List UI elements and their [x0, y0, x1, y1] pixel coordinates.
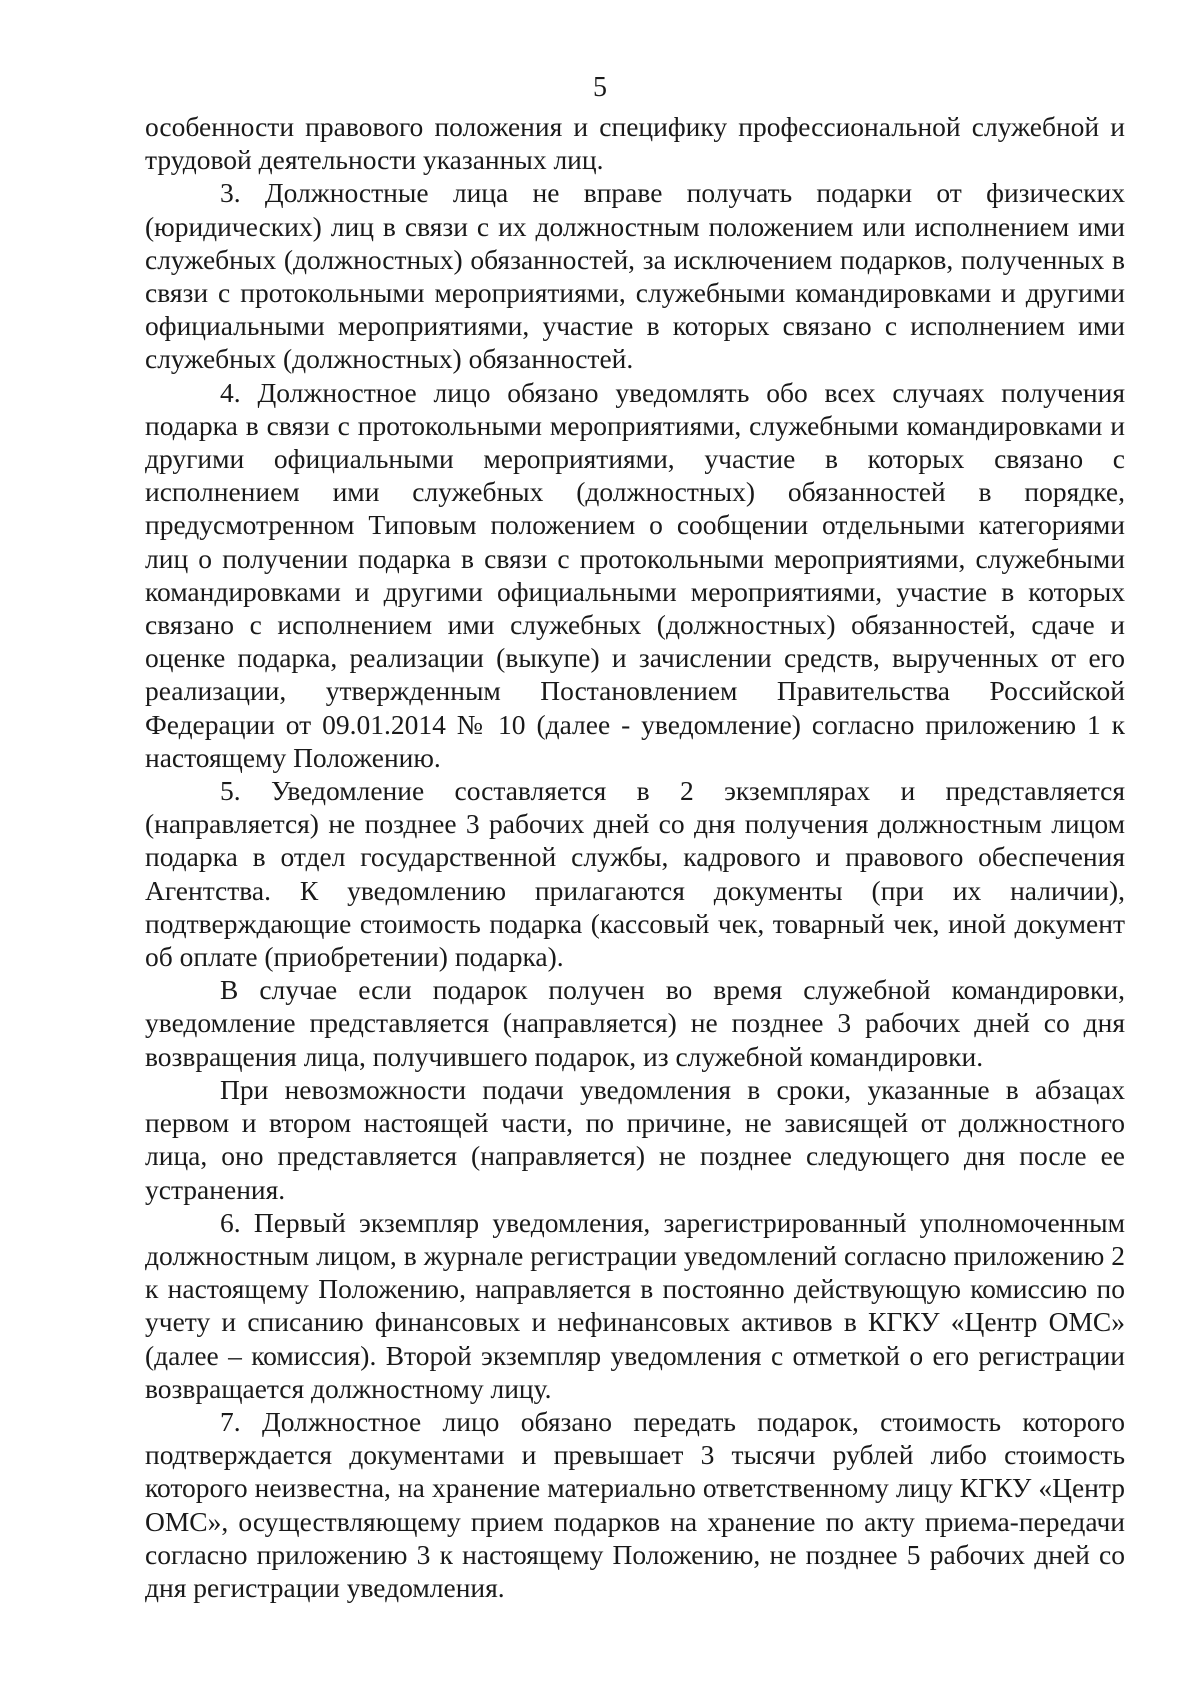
paragraph-clause-6: 6. Первый экземпляр уведомления, зарегистрированный уполномоченным должностным лицом, в журнале регистрации уведомлений согласно приложению 2 к настоящему Положению, направляется в постоянно действующую комиссию по учету и списанию финансовых и нефинансовых активов в КГКУ «Центр ОМС» (далее – комиссия). Второй экземпляр уведомления с отметкой о его регистрации возвращается должностному лицу. — [145, 1206, 1125, 1404]
page-number: 5 — [593, 72, 607, 103]
paragraph-clause-5-impossibility: При невозможности подачи уведомления в сроки, указанные в абзацах первом и втором настоящей части, по причине, не зависящей от должностного лица, оно представляется (направляется) не позднее следующего дня после ее устранения. — [145, 1073, 1125, 1205]
document-body — [145, 110, 1125, 1604]
paragraph-clause-5: 5. Уведомление составляется в 2 экземплярах и представляется (направляется) не позднее 3 рабочих дней со дня получения должностным лицом подарка в отдел государственной службы, кадрового и правового обеспечения Агентства. К уведомлению прилагаются документы (при их наличии), подтверждающие стоимость подарка (кассовый чек, товарный чек, иной документ об оплате (приобретении) подарка). — [145, 775, 1125, 973]
paragraph-clause-3: 3. Должностные лица не вправе получать подарки от физических (юридических) лиц в связи с их должностным положением или исполнением ими служебных (должностных) обязанностей, за исключением подарков, полученных в связи с протокольными мероприятиями, служебными командировками и другими официальными мероприятиями, участие в которых связано с исполнением ими служебных (должностных) обязанностей. — [145, 177, 1125, 375]
paragraph-clause-4: 4. Должностное лицо обязано уведомлять обо всех случаях получения подарка в связи с протокольными мероприятиями, служебными командировками и другими официальными мероприятиями, участие в которых связано с исполнением ими служебных (должностных) обязанностей в порядке, предусмотренном Типовым положением о сообщении отдельными категориями лиц о получении подарка в связи с протокольными мероприятиями, служебными командировками и другими официальными мероприятиями, участие в которых связано с исполнением ими служебных (должностных) обязанностей, сдаче и оценке подарка, реализации (выкупе) и зачислении средств, вырученных от его реализации, утвержденным Постановлением Правительства Российской Федерации от 09.01.2014 № 10 (далее - уведомление) согласно приложению 1 к настоящему Положению. — [145, 376, 1125, 773]
paragraph-clause-7: 7. Должностное лицо обязано передать подарок, стоимость которого подтверждается документами и превышает 3 тысячи рублей либо стоимость которого неизвестна, на хранение материально ответственному лицу КГКУ «Центр ОМС», осуществляющему прием подарков на хранение по акту приема-передачи согласно приложению 3 к настоящему Положению, не позднее 5 рабочих дней со дня регистрации уведомления. — [145, 1405, 1125, 1603]
paragraph-continuation: особенности правового положения и специфику профессиональной служебной и трудовой деятельности указанных лиц. — [145, 111, 1125, 176]
paragraph-clause-5-business-trip: В случае если подарок получен во время служебной командировки, уведомление представляется (направляется) не позднее 3 рабочих дней со дня возвращения лица, получившего подарок, из служебной командировки. — [145, 974, 1125, 1072]
